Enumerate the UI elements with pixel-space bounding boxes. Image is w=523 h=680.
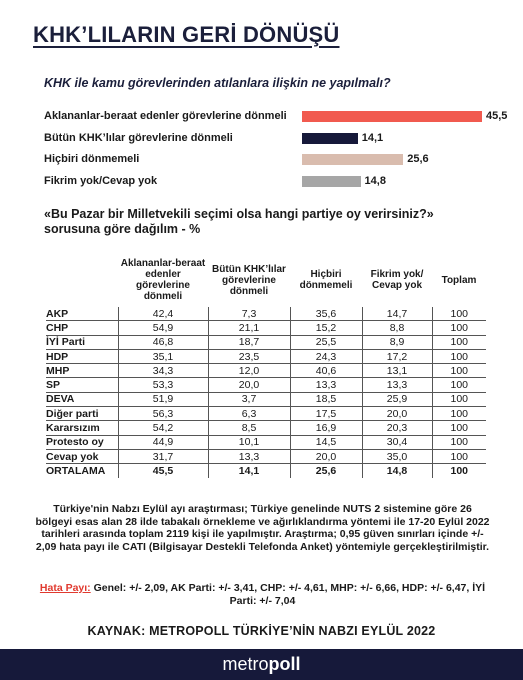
table-cell: 25,6 — [290, 464, 362, 478]
column-header: Toplam — [441, 274, 477, 286]
column-header: Fikrim yok/ Cevap yok — [370, 269, 424, 291]
table-row — [46, 464, 486, 478]
table-row — [46, 335, 486, 349]
table-cell: 100 — [432, 407, 486, 421]
table-cell: 24,3 — [290, 349, 362, 363]
table-cell: 14,1 — [208, 464, 290, 478]
row-label: CHP — [46, 321, 118, 335]
bar-value-label: 14,1 — [361, 131, 384, 144]
column-header: Aklananlar-beraat edenler görevlerine dönmeli — [120, 258, 206, 302]
table-row — [46, 421, 486, 435]
table-cell: 35,0 — [362, 449, 432, 463]
table-cell: 100 — [432, 464, 486, 478]
bar — [302, 133, 358, 144]
metropoll-logo — [0, 654, 523, 675]
bar-label: Fikrim yok/Cevap yok — [44, 174, 158, 187]
table-cell: 100 — [432, 392, 486, 406]
table-cell: 35,6 — [290, 307, 362, 321]
table-cell: 15,2 — [290, 321, 362, 335]
table-cell: 31,7 — [118, 449, 208, 463]
table-cell: 100 — [432, 321, 486, 335]
bar-label: Aklananlar-beraat edenler görevlerine dönmeli — [44, 110, 287, 122]
table-row — [46, 321, 486, 335]
table-cell: 17,2 — [362, 349, 432, 363]
crosstab-table — [46, 253, 486, 478]
table-cell: 14,8 — [362, 464, 432, 478]
table-cell: 6,3 — [208, 407, 290, 421]
table-cell: 100 — [432, 449, 486, 463]
table-cell: 34,3 — [118, 364, 208, 378]
table-row — [46, 349, 486, 363]
table-cell: 100 — [432, 378, 486, 392]
table-row — [46, 364, 486, 378]
table-cell: 3,7 — [208, 392, 290, 406]
row-label: Protesto oy — [46, 435, 118, 449]
bar — [302, 154, 403, 165]
bar-value-label: 14,8 — [364, 174, 386, 187]
table-cell: 45,5 — [118, 464, 208, 478]
row-label: AKP — [46, 307, 69, 320]
table-cell: 8,9 — [362, 335, 432, 349]
table-cell: 30,4 — [362, 435, 432, 449]
row-label: DEVA — [46, 392, 118, 406]
bar — [302, 111, 482, 122]
table-cell: 8,8 — [362, 321, 432, 335]
bar — [302, 176, 361, 187]
table-cell: 18,7 — [208, 335, 290, 349]
row-label: İYİ Parti — [46, 335, 118, 349]
table-cell: 20,0 — [362, 407, 432, 421]
table-cell: 13,3 — [362, 378, 432, 392]
table-cell: 35,1 — [118, 349, 208, 363]
table-cell: 21,1 — [208, 321, 290, 335]
table-cell: 12,0 — [208, 364, 290, 378]
table-cell: 13,3 — [290, 378, 362, 392]
table-cell: 25,9 — [362, 392, 432, 406]
row-label: MHP — [46, 364, 118, 378]
bar-value-label: 45,5 — [486, 110, 508, 122]
table-row — [46, 407, 486, 421]
table-cell: 8,5 — [208, 421, 290, 435]
table-header-row — [46, 253, 486, 307]
error-margin-note — [35, 582, 490, 607]
table-cell: 16,9 — [290, 421, 362, 435]
row-label: HDP — [46, 349, 118, 363]
table-cell: 100 — [432, 349, 486, 363]
table-body — [46, 307, 486, 478]
table-cell: 13,3 — [208, 449, 290, 463]
table-cell: 23,5 — [208, 349, 290, 363]
table-row — [46, 307, 486, 321]
row-label: ORTALAMA — [46, 464, 118, 478]
table-corner-cell — [46, 253, 118, 307]
table-cell: 14,5 — [290, 435, 362, 449]
table-cell: 100 — [432, 335, 486, 349]
table-cell: 56,3 — [118, 407, 208, 421]
table-cell: 54,2 — [118, 421, 208, 435]
table-cell: 17,5 — [290, 407, 362, 421]
table-cell: 20,0 — [290, 449, 362, 463]
table-row — [46, 449, 486, 463]
column-header: Bütün KHK’lılar görevlerine dönmeli — [212, 263, 286, 297]
table-caption: «Bu Pazar bir Milletvekili seçimi olsa hangi partiye oy verirsiniz?» sorusuna göre dağılım - % — [44, 207, 434, 236]
table-row — [46, 378, 486, 392]
page-title: KHK’LILARIN GERİ DÖNÜŞÜ — [33, 22, 340, 47]
table-cell: 18,5 — [290, 392, 362, 406]
footer-bar — [0, 649, 523, 680]
table-cell: 10,1 — [208, 435, 290, 449]
bar-label: Bütün KHK’lılar görevlerine dönmeli — [44, 131, 233, 144]
table-cell: 100 — [432, 435, 486, 449]
table-row — [46, 392, 486, 406]
table-cell: 7,3 — [208, 307, 290, 321]
table-cell: 13,1 — [362, 364, 432, 378]
error-margin-label: Hata Payı: — [39, 582, 91, 594]
logo-text-part1: metro — [222, 654, 269, 674]
row-label: SP — [46, 378, 118, 392]
error-margin-text: Genel: +/- 2,09, AK Parti: +/- 3,41, CHP: +/- 4,61, MHP: +/- 6,66, HDP: +/- 6,47, İYİ Parti: +/- 7,04 — [90, 582, 486, 607]
table-row — [46, 435, 486, 449]
table-cell: 100 — [432, 307, 486, 321]
row-label: Kararsızım — [46, 421, 118, 435]
table-cell: 53,3 — [118, 378, 208, 392]
table-cell: 46,8 — [118, 335, 208, 349]
logo-text-part2: poll — [268, 654, 301, 674]
table-cell: 44,9 — [118, 435, 208, 449]
source-note: KAYNAK: METROPOLL TÜRKİYE’NİN NABZI EYLÜL 2022 — [87, 624, 436, 638]
table-cell: 40,6 — [290, 364, 362, 378]
bar-label: Hiçbiri dönmemeli — [44, 153, 140, 165]
column-header: Hiçbiri dönmemeli — [299, 269, 353, 291]
table-cell: 20,3 — [362, 421, 432, 435]
table-cell: 14,7 — [362, 307, 432, 321]
table-cell: 20,0 — [208, 378, 290, 392]
table-cell: 25,5 — [290, 335, 362, 349]
table-cell: 54,9 — [118, 321, 208, 335]
row-label: Diğer parti — [46, 407, 118, 421]
bar-value-label: 25,6 — [407, 153, 429, 165]
table-cell: 42,4 — [118, 307, 208, 321]
table-cell: 100 — [432, 421, 486, 435]
table-cell: 51,9 — [118, 392, 208, 406]
row-label: Cevap yok — [46, 449, 118, 463]
table-cell: 100 — [432, 364, 486, 378]
methodology-note: Türkiye'nin Nabzı Eylül ayı araştırması; Türkiye genelinde NUTS 2 sistemine göre 26 bölgeyi esas alan 28 ilde tabakalı örnekleme ve ağırlıklandırma yöntemi ile 17-20 Eylül 2022 tarihleri arasında toplam 2119 kişi ile yapılmıştır. Araştırma; 0,95 güven sınırları içinde +/- 2,09 hata payı ile CATI (Bilgisayar Destekli Telefonda Anket) yöntemiyle gerçekleştirilmiştir. — [35, 503, 490, 553]
chart-question: KHK ile kamu görevlerinden atılanlara ilişkin ne yapılmalı? — [44, 76, 391, 90]
